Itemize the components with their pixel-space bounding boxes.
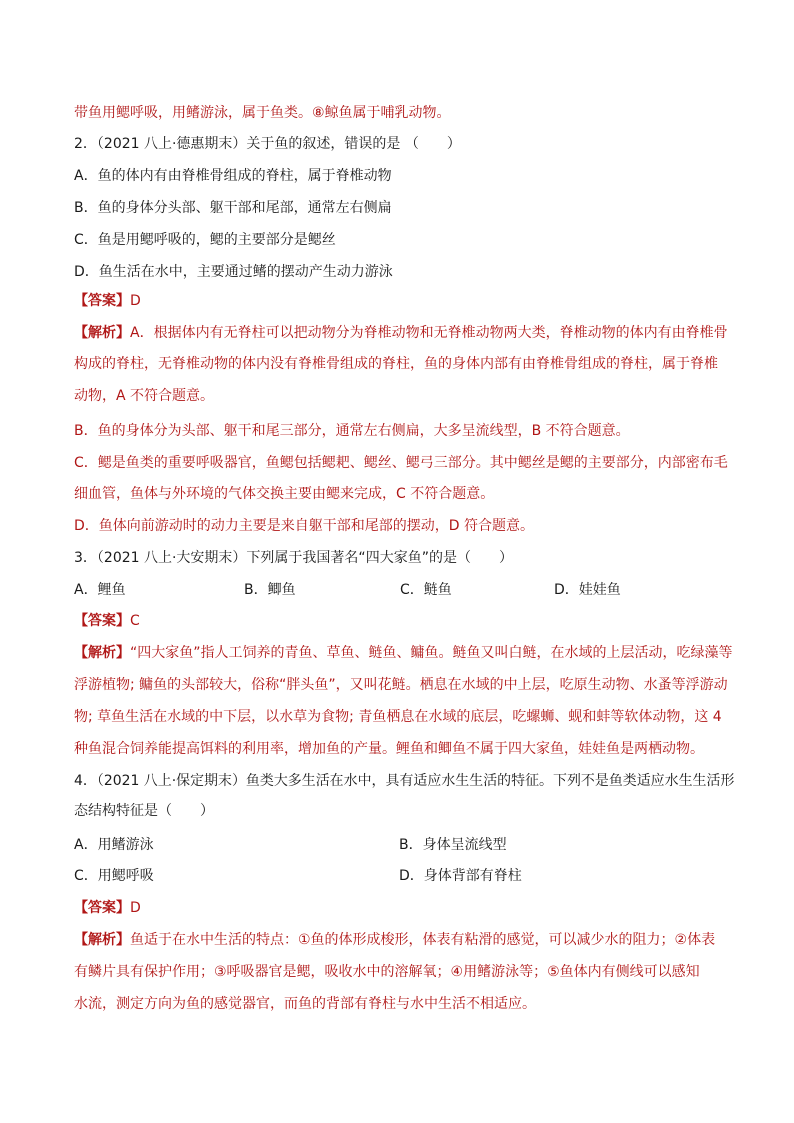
- analysis-text: 鱼适于在水中生活的特点：①鱼的体形成梭形，体表有粘滑的感觉，可以减少水的阻力；②体表: [130, 932, 716, 948]
- question-4-option-b: B．身体呈流线型: [399, 837, 507, 853]
- question-2-option-c: C．鱼是用鳃呼吸的，鳃的主要部分是鳃丝: [74, 232, 336, 248]
- question-4-title-line-2: 态结构特征是（ ）: [74, 803, 214, 819]
- analysis-tag: 【解析】: [74, 325, 130, 341]
- question-2-answer: [74, 291, 141, 311]
- answer-tag: 【答案】: [74, 613, 130, 629]
- question-4-answer: [74, 898, 141, 918]
- question-2-analysis-line-6: 细血管，鱼体与外环境的气体交换主要由鳃来完成，C 不符合题意。: [74, 486, 495, 502]
- question-4-title-line-1: 4．（2021 八上·保定期末）鱼类大多生活在水中，具有适应水生生活的特征。下列不是鱼类适应水生生活形: [74, 773, 735, 789]
- answer-tag: 【答案】: [74, 293, 130, 309]
- analysis-tag: 【解析】: [74, 932, 130, 948]
- question-3-analysis-line-3: 物; 草鱼生活在水域的中下层，以水草为食物; 青鱼栖息在水域的底层，吃螺蛳、蚬和蚌等软体动物，这 4: [74, 709, 722, 725]
- question-3-option-d: D．娃娃鱼: [554, 582, 621, 598]
- question-2-analysis-line-4: B．鱼的身体分为头部、躯干和尾三部分，通常左右侧扁，大多呈流线型，B 不符合题意。: [74, 423, 630, 439]
- analysis-tag: 【解析】: [74, 645, 130, 661]
- question-3-option-b: B．鲫鱼: [244, 582, 296, 598]
- question-3-answer: [74, 611, 140, 631]
- question-3-analysis-line-1: [74, 643, 733, 663]
- answer-value: C: [130, 613, 140, 629]
- question-4-analysis-line-2: 有鳞片具有保护作用；③呼吸器官是鳃，吸收水中的溶解氧；④用鳍游泳等；⑤鱼体内有侧线可以感知: [74, 964, 700, 980]
- question-4-option-a: A．用鳍游泳: [74, 837, 154, 853]
- answer-value: D: [130, 293, 141, 309]
- question-4-option-d: D．身体背部有脊柱: [399, 868, 522, 884]
- question-3-option-a: A．鲤鱼: [74, 582, 126, 598]
- question-2-analysis-line-1: [74, 323, 728, 343]
- question-4-analysis-line-3: 水流，测定方向为鱼的感觉器官，而鱼的背部有脊柱与水中生活不相适应。: [74, 996, 536, 1012]
- intro-line: 带鱼用鳃呼吸，用鳍游泳，属于鱼类。⑧鲸鱼属于哺乳动物。: [74, 105, 451, 121]
- analysis-text: “四大家鱼”指人工饲养的青鱼、草鱼、鲢鱼、鳙鱼。鲢鱼又叫白鲢，在水域的上层活动，吃绿藻等: [130, 645, 733, 661]
- answer-value: D: [130, 900, 141, 916]
- question-4-analysis-line-1: [74, 930, 715, 950]
- question-3-title: 3．（2021 八上·大安期末）下列属于我国著名“四大家鱼”的是（ ）: [74, 550, 513, 566]
- analysis-text: A．根据体内有无脊柱可以把动物分为脊椎动物和无脊椎动物两大类，脊椎动物的体内有由脊椎骨: [130, 325, 728, 341]
- question-3-analysis-line-2: 浮游植物; 鳙鱼的头部较大，俗称“胖头鱼”，又叫花鲢。栖息在水域的中上层，吃原生动物、水蚤等浮游动: [74, 677, 728, 693]
- question-2-option-b: B．鱼的身体分头部、躯干部和尾部，通常左右侧扁: [74, 200, 392, 216]
- answer-tag: 【答案】: [74, 900, 130, 916]
- question-2-analysis-line-7: D．鱼体向前游动时的动力主要是来自躯干部和尾部的摆动，D 符合题意。: [74, 518, 535, 534]
- question-2-option-a: A．鱼的体内有由脊椎骨组成的脊柱，属于脊椎动物: [74, 168, 392, 184]
- question-2-option-d: D．鱼生活在水中，主要通过鳍的摆动产生动力游泳: [74, 264, 393, 280]
- question-2-analysis-line-3: 动物，A 不符合题意。: [74, 388, 215, 404]
- question-2-analysis-line-2: 构成的脊柱，无脊椎动物的体内没有脊椎骨组成的脊柱，鱼的身体内部有由脊椎骨组成的脊柱，属于脊椎: [74, 356, 718, 372]
- question-3-analysis-line-4: 种鱼混合饲养能提高饵料的利用率，增加鱼的产量。鲤鱼和鲫鱼不属于四大家鱼，娃娃鱼是两栖动物。: [74, 741, 704, 757]
- question-3-option-c: C．鲢鱼: [400, 582, 452, 598]
- question-2-analysis-line-5: C．鳃是鱼类的重要呼吸器官，鱼鳃包括鳃耙、鳃丝、鳃弓三部分。其中鳃丝是鳃的主要部分，内部密布毛: [74, 455, 728, 471]
- question-4-option-c: C．用鳃呼吸: [74, 868, 154, 884]
- question-2-title: 2．（2021 八上·德惠期末）关于鱼的叙述，错误的是 （ ）: [74, 136, 461, 152]
